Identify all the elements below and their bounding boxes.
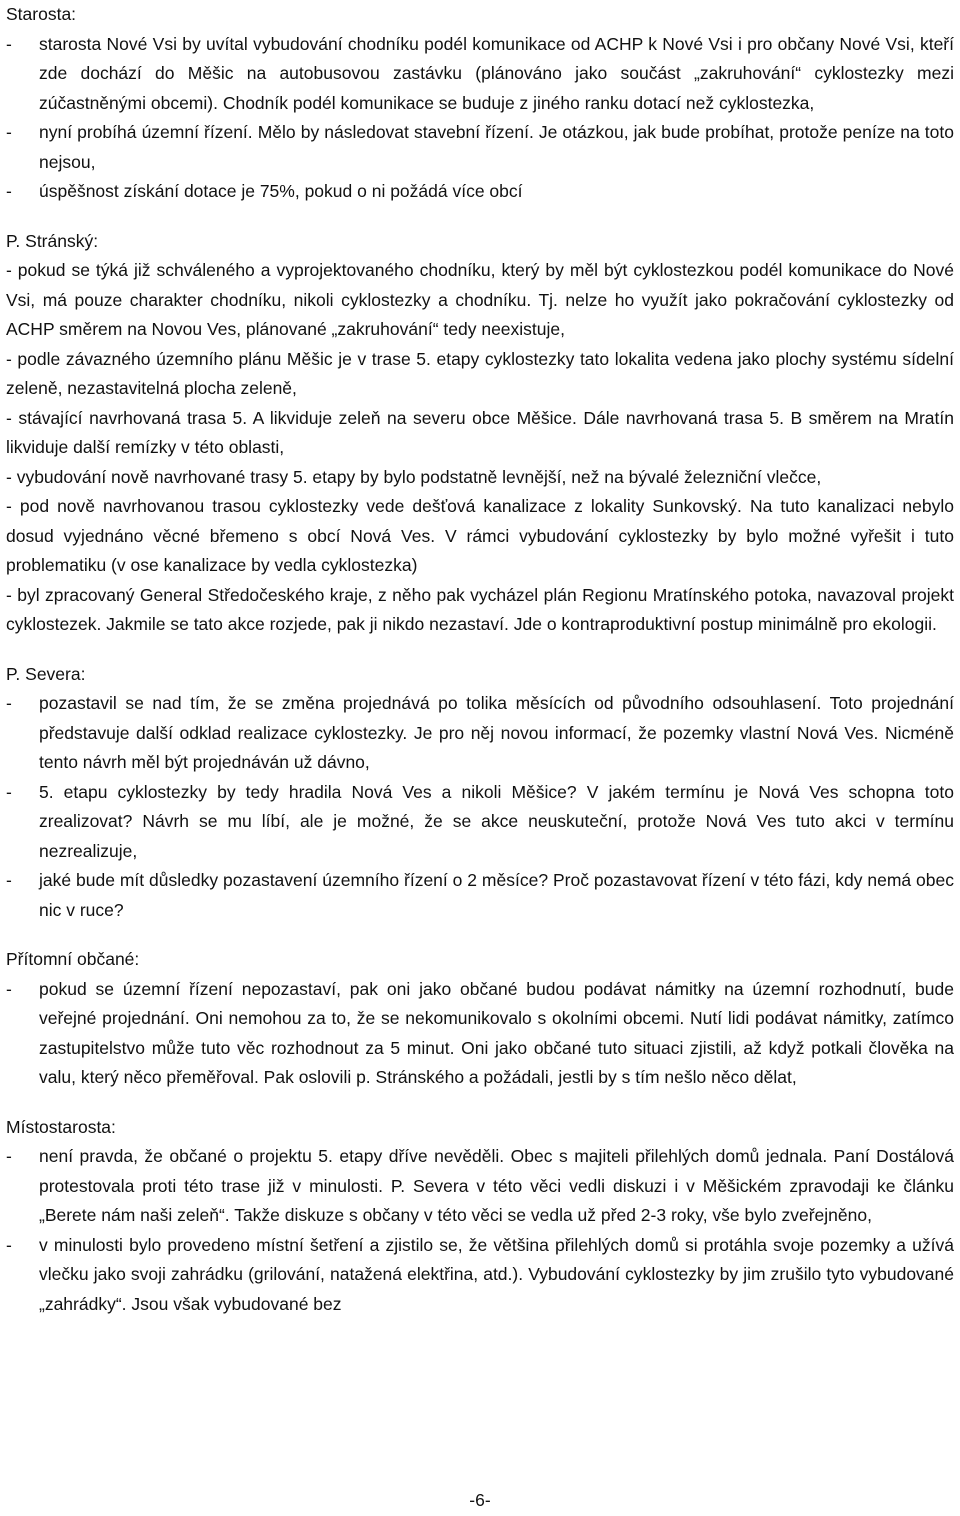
page-number: -6- [469,1490,491,1510]
list-item: - úspěšnost získání dotace je 75%, pokud o ni požádá více obcí [6,177,954,207]
bullet-list [6,689,954,925]
list-item: - pozastavil se nad tím, že se změna projednává po tolika měsících od původního odsouhlasení. Toto projednání představuje další odklad realizace cyklostezky. Je pro něj novou informací, že pozemky vlastní Nová Ves. Nicméně tento návrh měl být projednáván už dávno, [6,689,954,778]
bullet-list [6,30,954,207]
list-item: - starosta Nové Vsi by uvítal vybudování chodníku podél komunikace od ACHP k Nové Vsi i pro občany Nové Vsi, kteří zde dochází do Měšic na autobusovou zastávku (plánováno jako součást „zakruhování“ cyklostezky mezi zúčastněnými obcemi). Chodník podél komunikace se buduje z jiného ranku dotací než cyklostezka, [6,30,954,119]
list-item: - není pravda, že občané o projektu 5. etapy dříve nevěděli. Obec s majiteli přilehlých domů jednala. Paní Dostálová protestovala proti této trase již v minulosti. P. Severa v této věci vedli diskuzi i v Měšickém zpravodaji ke článku „Berete nám naši zeleň“. Takže diskuze s občany v této věci se vedla už před 2-3 roky, vše bylo zveřejněno, [6,1142,954,1231]
list-item: - pokud se územní řízení nepozastaví, pak oni jako občané budou podávat námitky na územní rozhodnutí, bude veřejné projednání. Oni nemohou za to, že se nekomunikovalo s okolními obcemi. Nutí lidi podávat námitky, zatímco zastupitelstvo může tuto věc rozhodnout za 5 minut. Oni jako občané tuto situaci zjistili, až když potkali člověka na valu, který něco přeměřoval. Pak oslovili p. Stránského a požádali, jestli by s tím nešlo něco dělat, [6,975,954,1093]
list-item: - 5. etapu cyklostezky by tedy hradila Nová Ves a nikoli Měšice? V jakém termínu je Nová Ves schopna toto zrealizovat? Návrh se mu líbí, ale je možné, že se akce neuskuteční, protože Nová Ves tuto akci v termínu nezrealizuje, [6,778,954,867]
speaker-label: P. Severa: [6,663,86,684]
speaker-label: P. Stránský: [6,230,99,251]
list-item: - v minulosti bylo provedeno místní šetření a zjistilo se, že většina přilehlých domů si protáhla svoje pozemky a užívá vlečku jako svoji zahrádku (grilování, natažená elektřina, atd.). Vybudování cyklostezky by jim zrušilo tyto vybudované „zahrádky“. Jsou však vybudované bez [6,1231,954,1320]
paragraph: - podle závazného územního plánu Měšic je v trase 5. etapy cyklostezky tato lokalita vedena jako plochy systému sídelní zeleně, nezastavitelná plocha zeleně, [6,348,954,398]
speaker-label: Přítomní občané: [6,949,140,969]
speaker-label: Starosta: [6,4,77,24]
section-stransky [6,227,954,640]
paragraph: - byl zpracovaný General Středočeského kraje, z něho pak vycházel plán Regionu Mratínského potoka, navazoval projekt cyklostezek. Jakmile se tato akce rozjede, pak ji nikdo nezastaví. Jde o kontraproduktivní postup minimálně pro ekologii. [6,584,954,634]
document-page [6,0,954,1319]
speaker-label: Místostarosta: [6,1116,116,1137]
bullet-list [6,1142,954,1319]
paragraph: - vybudování nově navrhované trasy 5. etapy by bylo podstatně levnější, než na bývalé železniční vlečce, [6,466,822,487]
paragraph: - pokud se týká již schváleného a vyprojektovaného chodníku, který by měl být cyklostezkou podél komunikace do Nové Vsi, má pouze charakter chodníku, nikoli cyklostezky a chodníku. Tj. nelze ho využít jako pokračování cyklostezky od ACHP směrem na Novou Ves, plánované „zakruhování“ tedy neexistuje, [6,260,954,339]
paragraph: - pod nově navrhovanou trasou cyklostezky vede dešťová kanalizace z lokality Sunkovský. Na tuto kanalizaci nebylo dosud vyjednáno věcné břemeno s obcí Nová Ves. V rámci vybudování cyklostezky by bylo možné vyřešit i tuto problematiku (v ose kanalizace by vedla cyklostezka) [6,496,954,575]
paragraph-list [6,256,954,640]
section-deputy-mayor [6,1113,954,1320]
list-item: - nyní probíhá územní řízení. Mělo by následovat stavební řízení. Je otázkou, jak bude probíhat, protože peníze na toto nejsou, [6,118,954,177]
section-citizens [6,945,954,1093]
bullet-list [6,975,954,1093]
paragraph: - stávající navrhovaná trasa 5. A likviduje zeleň na severu obce Měšice. Dále navrhovaná trasa 5. B směrem na Mratín likviduje další remízky v této oblasti, [6,407,954,457]
section-starosta [6,0,954,207]
section-severa [6,660,954,926]
list-item: - jaké bude mít důsledky pozastavení územního řízení o 2 měsíce? Proč pozastavovat řízení v této fázi, kdy nemá obec nic v ruce? [6,866,954,925]
